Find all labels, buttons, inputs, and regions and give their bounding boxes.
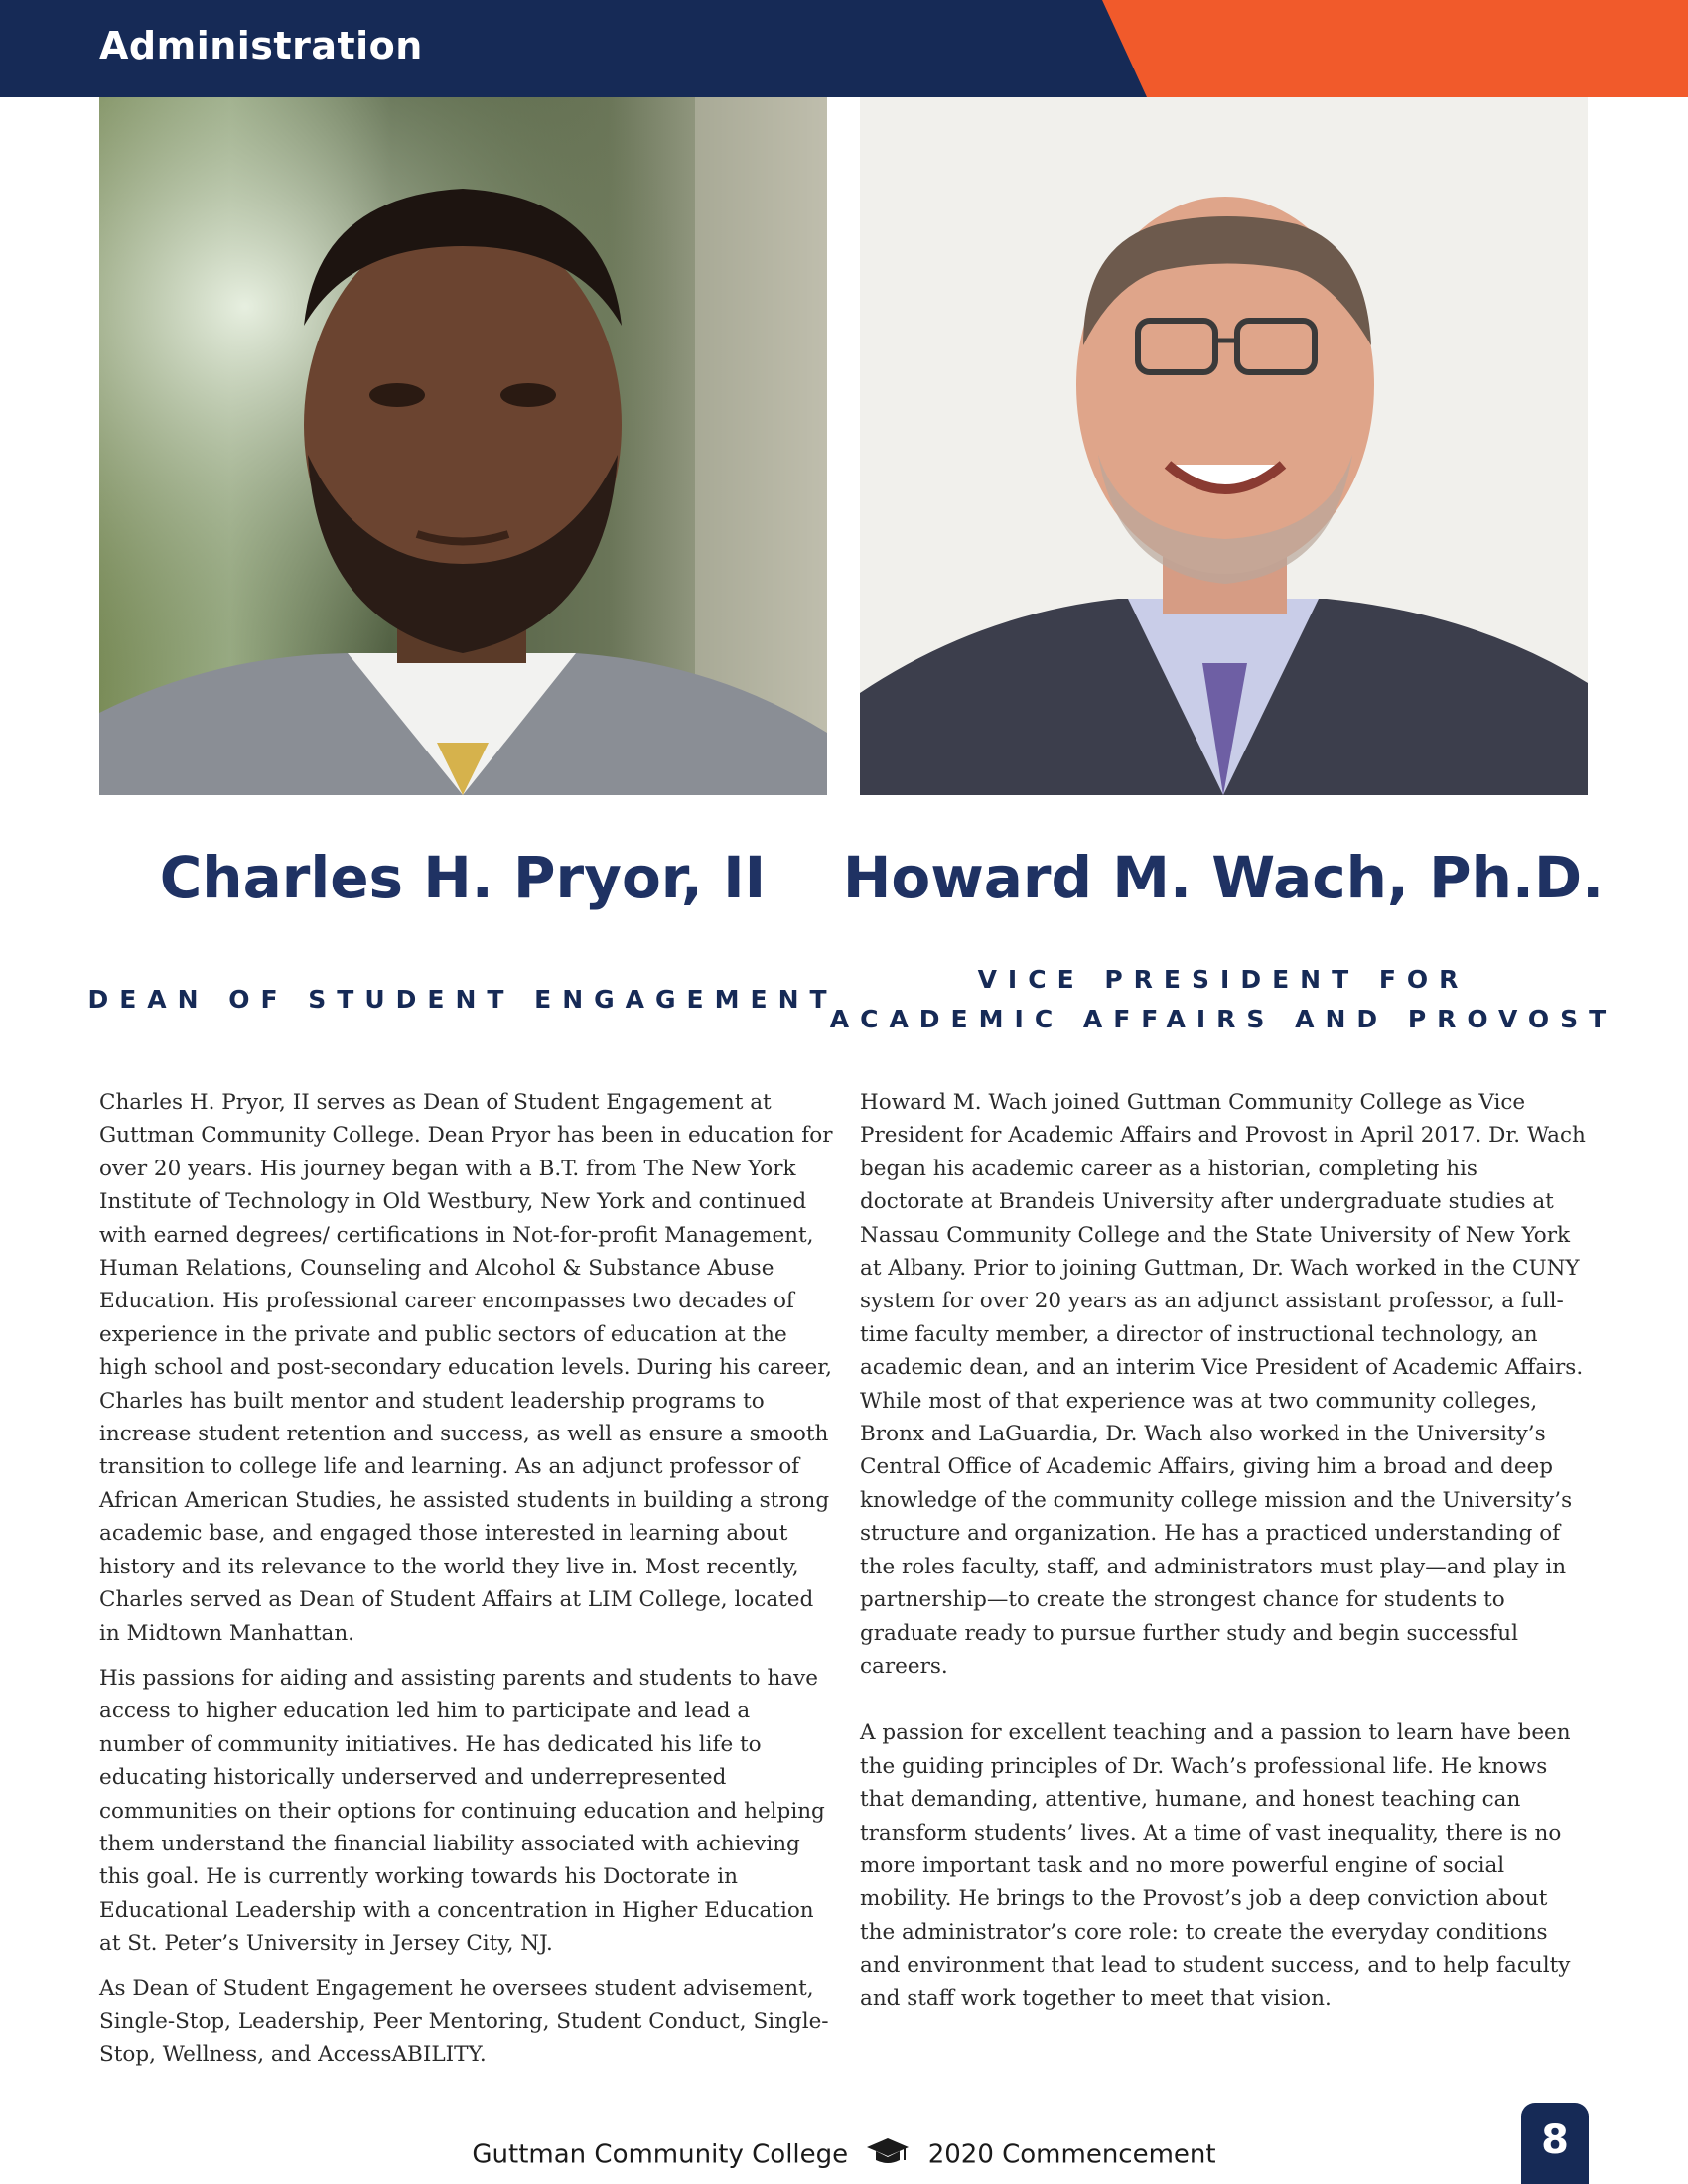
bio-paragraph: A passion for excellent teaching and a passion to learn have been the guiding principles of Dr. Wach’s professional life. He knows that demanding, attentive, humane, and honest teaching can transform students’ lives. At a time of vast inequality, there is no more important task and no more powerful engine of social mobility. He brings to the Provost’s job a deep conviction about the administrator’s core role: to create the everyday conditions and environment that lead to student success, and to help faculty and staff work together to meet that vision.: [860, 1720, 1571, 2011]
section-title: Administration: [99, 24, 423, 68]
profile-name-wach: Howard M. Wach, Ph.D.: [842, 844, 1605, 911]
profile-title-wach-line-1: VICE PRESIDENT FOR: [977, 965, 1470, 994]
bio-paragraph: As Dean of Student Engagement he oversees student advisement, Single-Stop, Leadership, Peer Mentoring, Student Conduct, Single-Stop, Wellness, and AccessABILITY.: [99, 1976, 829, 2068]
bio-pryor: [99, 1086, 834, 2084]
profile-name-pryor: Charles H. Pryor, II: [159, 844, 767, 911]
profile-title-wach-line-2: ACADEMIC AFFAIRS AND PROVOST: [829, 1005, 1618, 1033]
portrait-charles-pryor: [99, 97, 827, 795]
bio-paragraph: Howard M. Wach joined Guttman Community College as Vice President for Academic Affairs and Provost in April 2017. Dr. Wach began his academic career as a historian, completing his doctorate at Brandeis University after undergraduate studies at Nassau Community College and the State University of New York at Albany. Prior to joining Guttman, Dr. Wach worked in the CUNY system for over 20 years as an adjunct assistant professor, a full-time faculty member, a director of instructional technology, an academic dean, and an interim Vice President of Academic Affairs. While most of that experience was at two community colleges, Bronx and LaGuardia, Dr. Wach also worked in the University’s Central Office of Academic Affairs, giving him a broad and deep knowledge of the community college mission and the University’s structure and organization. He has a practiced understanding of the roles faculty, staff, and administrators must play—and play in partnership—to create the strongest chance for students to graduate ready to pursue further study and begin successful careers.: [860, 1090, 1586, 1679]
profile-title-pryor: DEAN OF STUDENT ENGAGEMENT: [87, 985, 838, 1014]
bio-paragraph: Charles H. Pryor, II serves as Dean of Student Engagement at Guttman Community College. Dean Pryor has been in education for over 20 years. His journey began with a B.T. from The New York Institute of Technology in Old Westbury, New York and continued with earned degrees/ certifications in Not-for-profit Management, Human Relations, Counseling and Alcohol & Substance Abuse Education. His professional career encompasses two decades of experience in the private and public sectors of education at the high school and post-secondary education levels. During his career, Charles has built mentor and student leadership programs to increase student retention and success, as well as ensure a smooth transition to college life and learning. As an adjunct professor of African American Studies, he assisted students in building a strong academic base, and engaged those interested in learning about history and its relevance to the world they live in. Most recently, Charles served as Dean of Student Affairs at LIM College, located in Midtown Manhattan.: [99, 1090, 833, 1646]
bio-wach: [860, 1086, 1588, 2049]
portrait-howard-wach: [860, 97, 1588, 795]
footer-college: Guttman Community College: [472, 2139, 849, 2170]
footer: [0, 2136, 1688, 2173]
page-number: 8: [1521, 2103, 1589, 2184]
footer-event: 2020 Commencement: [927, 2139, 1216, 2170]
bio-paragraph: His passions for aiding and assisting parents and students to have access to higher education led him to participate and lead a number of community initiatives. He has dedicated his life to educating historically underserved and underrepresented communities on their options for continuing education and helping them understand the financial liability associated with achieving this goal. He is currently working towards his Doctorate in Educational Leadership with a concentration in Higher Education at St. Peter’s University in Jersey City, NJ.: [99, 1665, 825, 1957]
graduation-cap-icon: [866, 2136, 910, 2173]
